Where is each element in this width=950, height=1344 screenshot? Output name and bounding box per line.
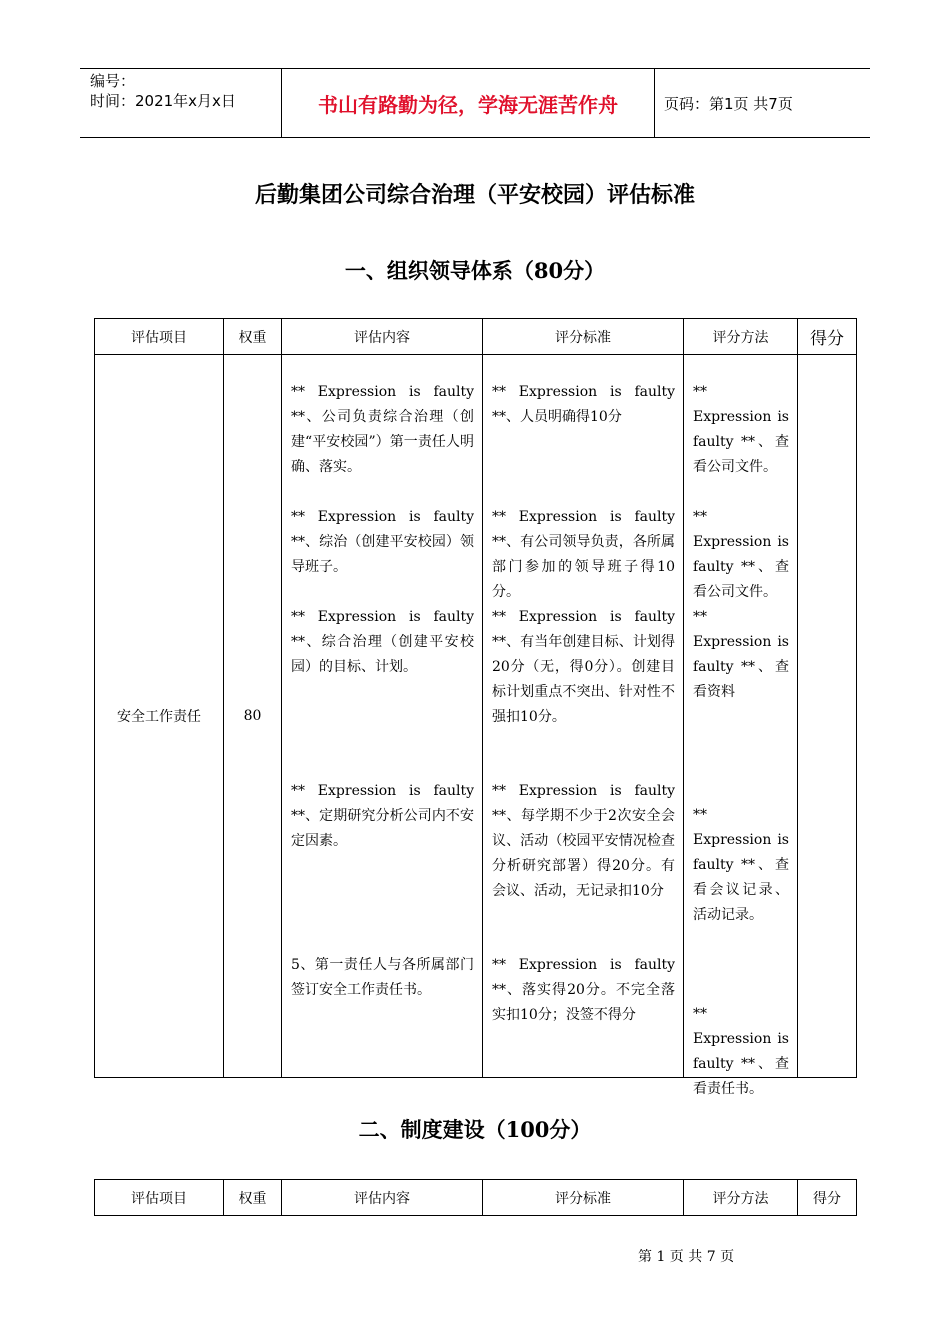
header-content: 评估内容 (282, 1180, 483, 1216)
document-title: 后勤集团公司综合治理（平安校园）评估标准 (254, 182, 695, 208)
header-weight: 权重 (224, 1180, 282, 1216)
content-item: ** Expression is faulty **、定期研究分析公司内不安定因素。 (291, 783, 474, 849)
standard-item: ** Expression is faulty **、有公司领导负责，各所属部门参加的领导班子得10分。 (492, 509, 675, 600)
standard-cell (483, 355, 684, 1078)
item-cell: 安全工作责任 (95, 355, 224, 1078)
method-item: ** Expression is faulty **、查看责任书。 (693, 1006, 789, 1097)
content-item: 5、第一责任人与各所属部门签订安全工作责任书。 (291, 957, 474, 998)
method-cell (684, 355, 798, 1097)
section1-table (94, 318, 857, 1097)
content-item: ** Expression is faulty **、公司负责综合治理（创建“平安校园”）第一责任人明确、落实。 (291, 384, 474, 475)
header-standard: 评分标准 (483, 1180, 684, 1216)
standard-item: ** Expression is faulty **、落实得20分。不完全落实扣10分；没签不得分 (492, 957, 675, 1023)
date-label: 时间：2021年x月x日 (90, 92, 236, 110)
header-item: 评估项目 (95, 1180, 224, 1216)
table-header-row (95, 1180, 857, 1216)
content-item: ** Expression is faulty **、综治（创建平安校园）领导班子。 (291, 509, 474, 575)
method-item: ** Expression is faulty **、查看资料 (693, 609, 789, 700)
method-item: ** Expression is faulty **、查看公司文件。 (693, 509, 789, 600)
header-method: 评分方法 (684, 319, 798, 355)
table-row (95, 355, 857, 1078)
header-standard: 评分标准 (483, 319, 684, 355)
page-footer: 第 1 页 共 7 页 (638, 1249, 735, 1265)
standard-item: ** Expression is faulty **、每学期不少于2次安全会议、活动（校园平安情况检查分析研究部署）得20分。有会议、活动，无记录扣10分 (492, 783, 675, 899)
header-method: 评分方法 (684, 1180, 798, 1216)
section2-table (94, 1179, 857, 1216)
method-item: ** Expression is faulty **、查看公司文件。 (693, 384, 789, 475)
score-cell (798, 355, 857, 1078)
section2-title: 二、制度建设（100分） (358, 1117, 592, 1142)
header-item: 评估项目 (95, 319, 224, 355)
content-cell (282, 355, 483, 1078)
number-label: 编号： (90, 72, 136, 90)
standard-item: ** Expression is faulty **、有当年创建目标、计划得20分（无，得0分）。创建目标计划重点不突出、针对性不强扣10分。 (492, 609, 675, 725)
header-content: 评估内容 (282, 319, 483, 355)
method-item: ** Expression is faulty **、查看会议记录、活动记录。 (693, 807, 789, 923)
header-meta (90, 71, 236, 111)
header-weight: 权重 (224, 319, 282, 355)
header-score: 得分 (798, 1180, 857, 1216)
header-motto: 书山有路勤为径，学海无涯苦作舟 (318, 92, 618, 117)
content-item: ** Expression is faulty **、综合治理（创建平安校园）的目标、计划。 (291, 609, 474, 675)
header-divider (654, 69, 655, 137)
standard-item: ** Expression is faulty **、人员明确得10分 (492, 384, 675, 425)
header-page-label: 页码：第1页 共7页 (664, 95, 793, 113)
document-header (80, 68, 870, 138)
section1-title: 一、组织领导体系（80分） (344, 258, 606, 283)
weight-cell: 80 (224, 355, 282, 1078)
header-score: 得分 (798, 319, 857, 355)
table-header-row (95, 319, 857, 355)
